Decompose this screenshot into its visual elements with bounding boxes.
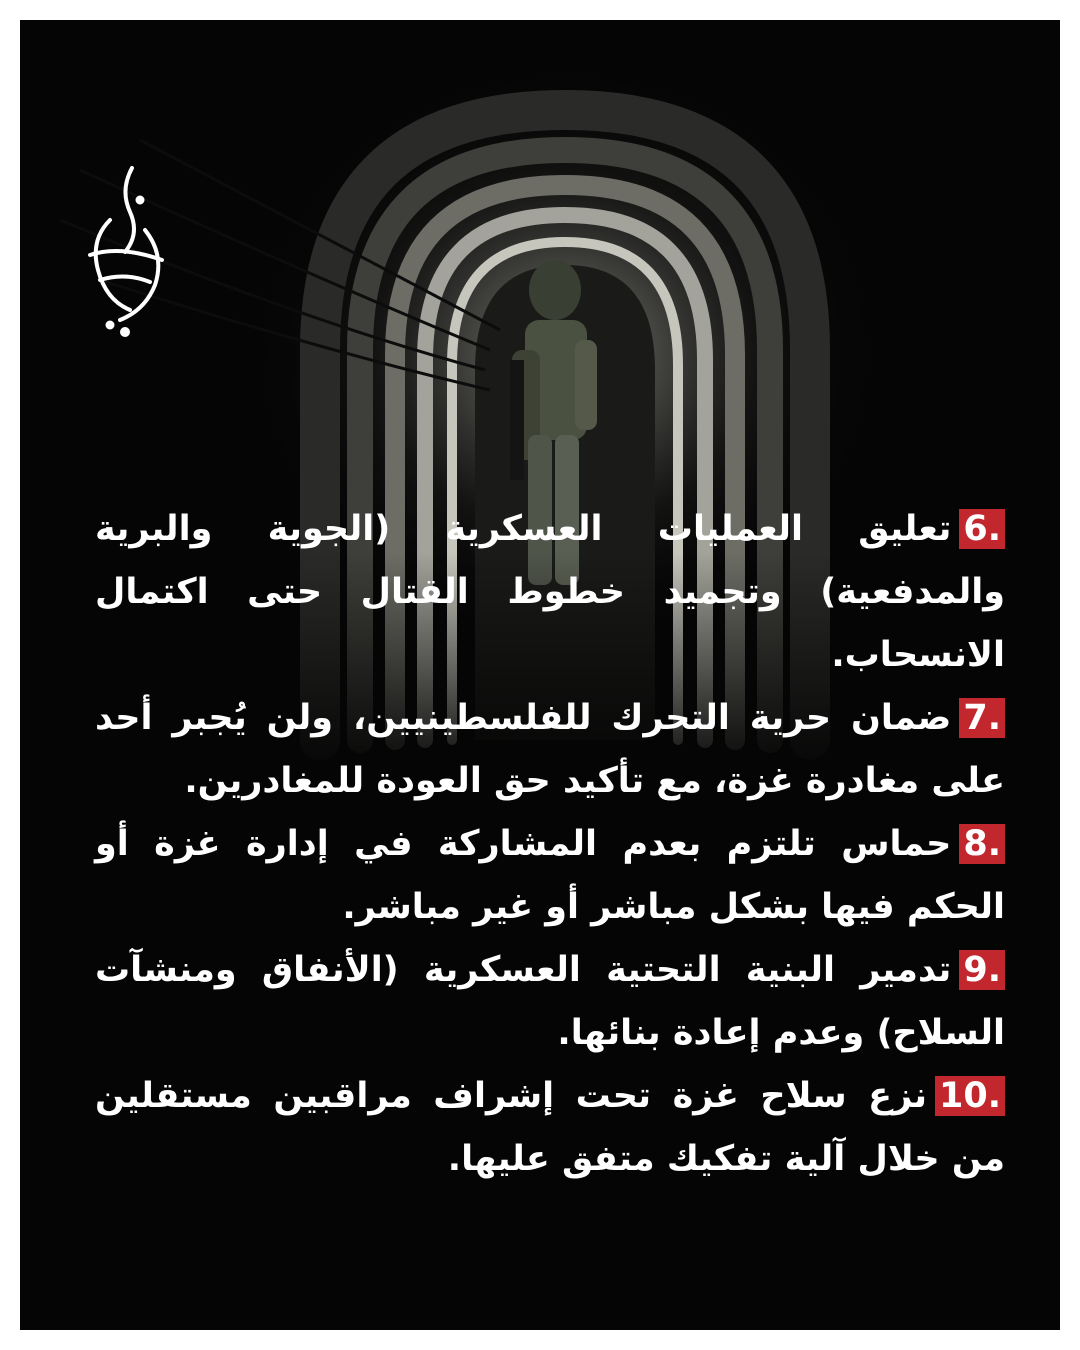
point-item-8 bbox=[95, 813, 1005, 939]
point-number-badge: 9. bbox=[959, 950, 1005, 990]
post-card bbox=[20, 20, 1060, 1330]
point-item-10 bbox=[95, 1065, 1005, 1191]
point-number-badge: 7. bbox=[959, 698, 1005, 738]
point-text: تعليق العمليات العسكرية (الجوية والبرية والمدفعية) وتجميد خطوط القتال حتى اكتمال الانسحاب. bbox=[95, 509, 1005, 675]
point-text: حماس تلتزم بعدم المشاركة في إدارة غزة أو الحكم فيها بشكل مباشر أو غير مباشر. bbox=[95, 824, 1005, 927]
point-item-9 bbox=[95, 939, 1005, 1065]
aljazeera-logo-icon bbox=[70, 160, 180, 340]
point-item-7 bbox=[95, 687, 1005, 813]
point-text: نزع سلاح غزة تحت إشراف مراقبين مستقلين من خلال آلية تفكيك متفق عليها. bbox=[95, 1076, 1005, 1179]
agreement-points-list bbox=[95, 498, 1005, 1191]
point-number-badge: 10. bbox=[935, 1076, 1005, 1116]
point-text: ضمان حرية التحرك للفلسطينيين، ولن يُجبر أحد على مغادرة غزة، مع تأكيد حق العودة للمغادرين. bbox=[95, 698, 1005, 801]
point-number-badge: 6. bbox=[959, 509, 1005, 549]
point-number-badge: 8. bbox=[959, 824, 1005, 864]
point-item-6 bbox=[95, 498, 1005, 687]
point-text: تدمير البنية التحتية العسكرية (الأنفاق ومنشآت السلاح) وعدم إعادة بنائها. bbox=[95, 950, 1005, 1053]
